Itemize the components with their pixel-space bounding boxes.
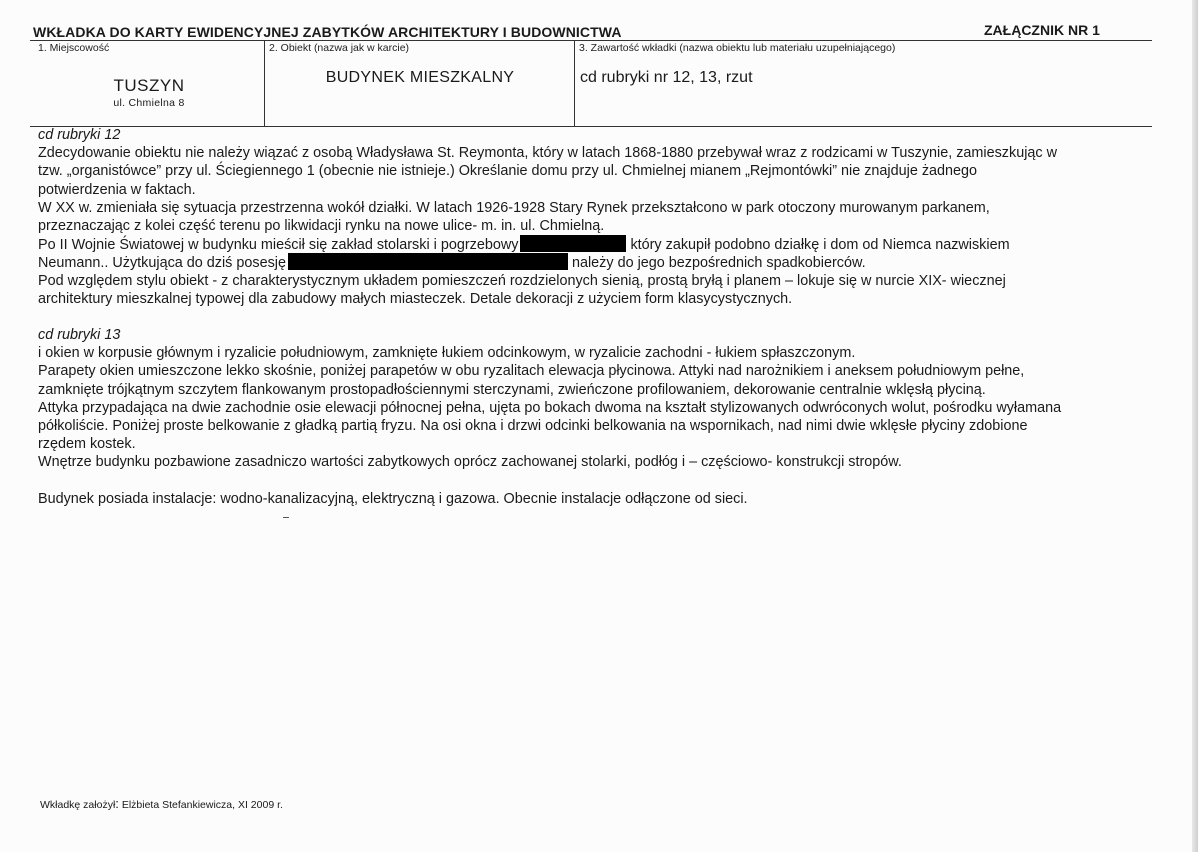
- annex-label: ZAŁĄCZNIK NR 1: [984, 22, 1100, 38]
- town-name: TUSZYN: [113, 76, 185, 95]
- text-line: przeznaczając z kolei część terenu po likwidacji rynku na nowe ulice- m. in. ul. Chmielną.: [38, 217, 605, 234]
- scan-speck: [283, 517, 289, 518]
- insert-content: cd rubryki nr 12, 13, rzut: [580, 69, 753, 86]
- footer-author: [40, 796, 283, 811]
- text-line: i okien w korpusie głównym i ryzalicie południowym, zamknięte łukiem odcinkowym, w ryzalicie zachodni - łukiem spłaszczonym.: [38, 345, 856, 362]
- locality-label: 1. Miejscowość: [38, 42, 110, 54]
- text-line: Pod względem stylu obiekt - z charakterystycznym układem pomieszczeń rozdzielonych sienią, prostą bryłą i planem – lokuje się w nurcie XIX- wiecznej: [38, 272, 1006, 289]
- footer-label: Wkładkę założył: [40, 799, 116, 811]
- text-fragment: Neumann.. Użytkująca do dziś posesję: [38, 255, 286, 272]
- redaction-box: [288, 253, 568, 270]
- street-address: ul. Chmielna 8: [113, 97, 185, 109]
- redaction-box: [520, 235, 626, 252]
- object-name: BUDYNEK MIESZKALNY: [325, 69, 515, 86]
- author-name: Elżbieta Stefankiewicza, XI 2009 r.: [118, 799, 283, 811]
- content-label: 3. Zawartość wkładki (nazwa obiektu lub materiału uzupełniającego): [579, 42, 896, 54]
- header-divider-2: [574, 40, 575, 126]
- text-line: rzędem kostek.: [38, 436, 136, 453]
- footer-colon: :: [115, 796, 119, 811]
- section-12-heading: cd rubryki 12: [38, 127, 121, 143]
- object-label: 2. Obiekt (nazwa jak w karcie): [269, 42, 410, 54]
- scan-edge: [1192, 0, 1198, 852]
- text-line: W XX w. zmieniała się sytuacja przestrzenna wokół działki. W latach 1926-1928 Stary Rynek przekształcono w park otoczony murowanym parkanem,: [38, 199, 990, 216]
- text-line: [38, 235, 1146, 253]
- text-fragment: należy do jego bezpośrednich spadkobierców.: [571, 255, 866, 272]
- document-title: WKŁADKA DO KARTY EWIDENCYJNEJ ZABYTKÓW ARCHITEKTURY I BUDOWNICTWA: [33, 24, 622, 40]
- installations-note: Budynek posiada instalacje: wodno-kanalizacyjną, elektryczną i gazowa. Obecnie instalacje odłączone od sieci.: [38, 490, 748, 507]
- text-line: zamknięte trójkątnym szczytem flankowanym prostopadłościennymi sterczynami, zwieńczone profilowaniem, dekorowanie centralnie wklęsłą płyciną.: [38, 381, 986, 398]
- header-rule-top: [30, 40, 1152, 41]
- header-divider-1: [264, 40, 265, 126]
- text-line: półkoliście. Poniżej proste belkowanie z gładką partią fryzu. Na osi okna i drzwi odcinki belkowania na wspornikach, nad nimi dwie wklęsłe płyciny zdobione: [38, 418, 1028, 434]
- text-line: Attyka przypadająca na dwie zachodnie osie elewacji północnej pełna, ujęta po bokach dwoma na kształt stylizowanych odwróconych wolut, pośrodku wyłamana: [38, 399, 1062, 416]
- text-fragment: który zakupił podobno działkę i dom od Niemca nazwiskiem: [630, 237, 1010, 254]
- text-line: [38, 253, 1146, 271]
- body-text: [38, 126, 1146, 508]
- text-line: architektury mieszkalnej typowej dla zabudowy małych miasteczek. Detale dekoracji z użyciem form klasycystycznych.: [38, 290, 793, 307]
- section-13-heading: cd rubryki 13: [38, 327, 121, 344]
- text-fragment: Po II Wojnie Światowej w budynku mieścił się zakład stolarski i pogrzebowy: [38, 237, 519, 254]
- text-line: Parapety okien umieszczone lekko skośnie, poniżej parapetów w obu ryzalitach elewacja płycinowa. Attyki nad narożnikiem i aneksem południowym pełne,: [38, 363, 1025, 380]
- text-line: Wnętrze budynku pozbawione zasadniczo wartości zabytkowych oprócz zachowanej stolarki, podłóg i – częściowo- konstrukcji stropów.: [38, 454, 902, 471]
- text-line: potwierdzenia w faktach.: [38, 181, 196, 198]
- text-line: Zdecydowanie obiektu nie należy wiązać z osobą Władysława St. Reymonta, który w latach 1868-1880 przebywał wraz z rodzicami w Tuszynie, zamieszkując w: [38, 145, 1057, 162]
- text-line: tzw. „organistówce” przy ul. Ściegiennego 1 (obecnie nie istnieje.) Określanie domu przy ul. Chmielnej mianem „Rejmontówki” nie znajduje żadnego: [38, 163, 978, 180]
